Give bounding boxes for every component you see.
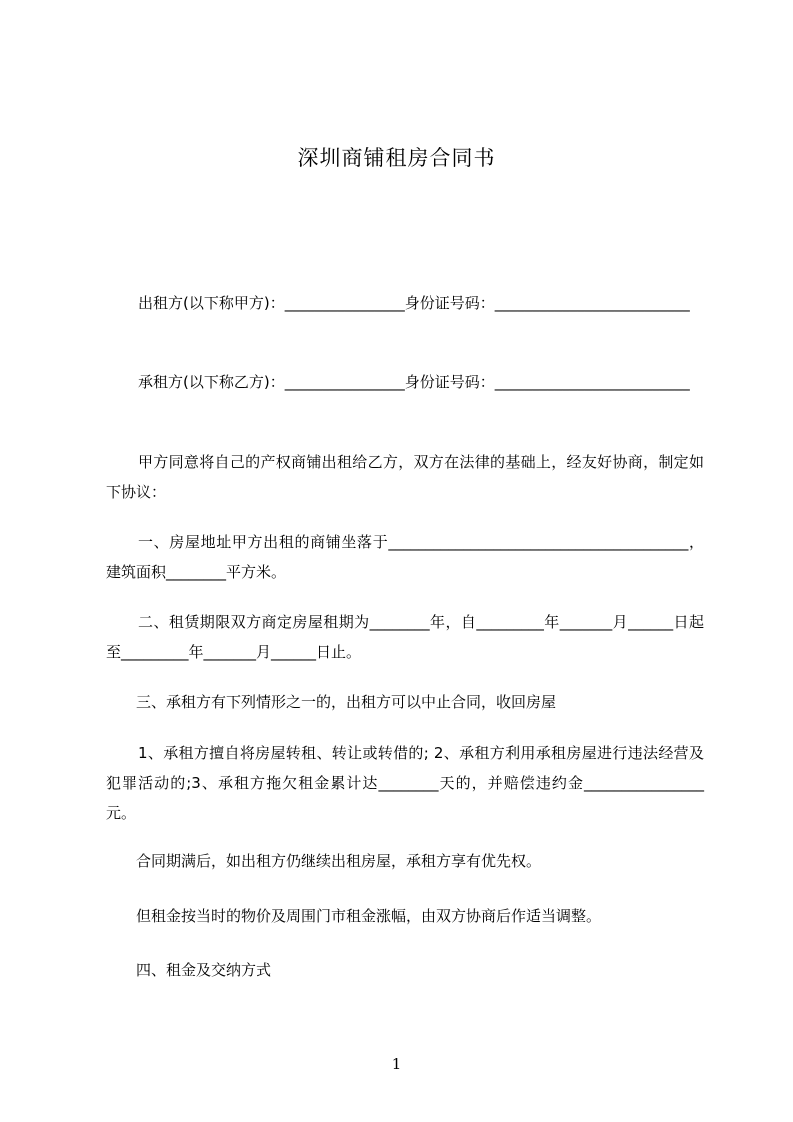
clause-2-lease-term: 二、租赁期限双方商定房屋租期为________年，自_________年_______月______日起至_________年_______月______日止。	[106, 613, 704, 661]
clause-4-rent-payment-heading: 四、租金及交纳方式	[136, 961, 272, 979]
clause-3-termination-heading: 三、承租方有下列情形之一的，出租方可以中止合同，收回房屋	[136, 693, 557, 711]
document-title: 深圳商铺租房合同书	[297, 146, 496, 170]
agreement-intro-paragraph: 甲方同意将自己的产权商铺出租给乙方，双方在法律的基础上，经友好协商，制定如下协议：	[106, 453, 704, 501]
lessee-info-paragraph: 承租方(以下称乙方)：________________身份证号码：__________________________	[138, 373, 690, 391]
clause-3-termination-conditions: 1、承租方擅自将房屋转租、转让或转借的; 2、承租方利用承租房屋进行违法经营及犯罪活动的;3、承租方拖欠租金累计达________天的，并赔偿违约金________________元。	[106, 744, 704, 822]
page-number: 1	[391, 1055, 402, 1073]
renewal-priority-paragraph: 合同期满后，如出租方仍继续出租房屋，承租方享有优先权。	[136, 852, 542, 870]
rent-adjustment-paragraph: 但租金按当时的物价及周围门市租金涨幅，由双方协商后作适当调整。	[136, 907, 602, 925]
clause-1-property-address: 一、房屋地址甲方出租的商铺坐落于________________________________________，建筑面积________平方米。	[106, 533, 704, 581]
lessor-info-paragraph: 出租方(以下称甲方)：________________身份证号码：__________________________	[138, 294, 690, 312]
